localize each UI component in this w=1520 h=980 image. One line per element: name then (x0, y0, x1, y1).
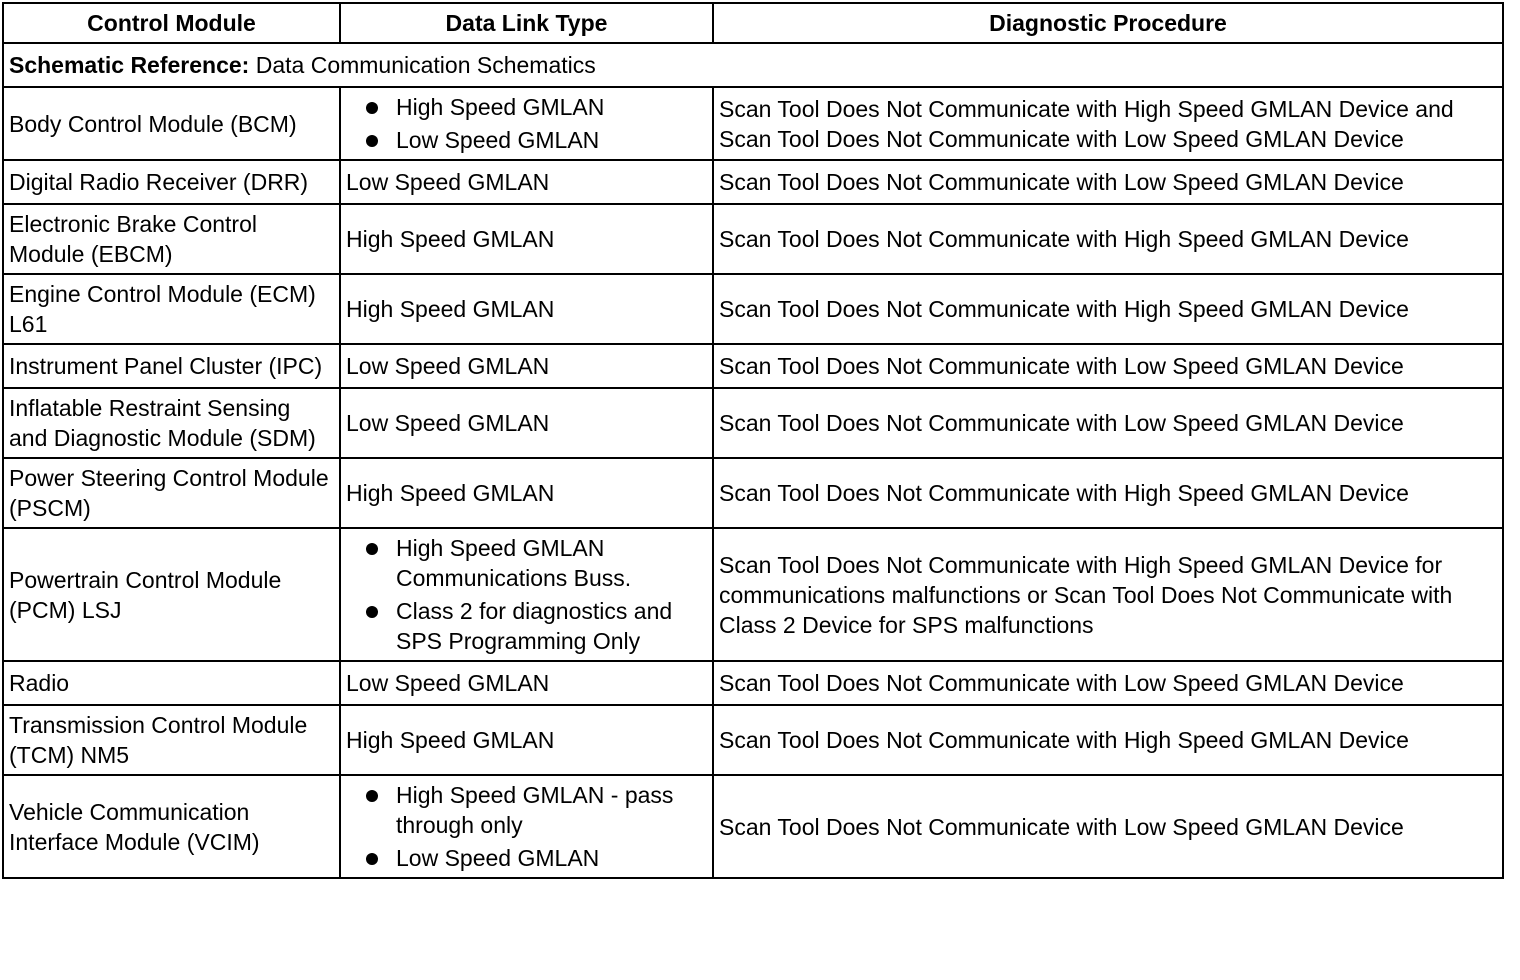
cell-data-link-type (340, 528, 713, 661)
data-link-item: Low Speed GMLAN (346, 843, 707, 873)
cell-diagnostic-procedure: Scan Tool Does Not Communicate with High Speed GMLAN Device and Scan Tool Does Not Communicate with Low Speed GMLAN Device (713, 87, 1503, 160)
cell-control-module: Transmission Control Module (TCM) NM5 (3, 705, 340, 775)
data-link-item: Class 2 for diagnostics and SPS Programming Only (346, 596, 707, 656)
cell-control-module: Electronic Brake Control Module (EBCM) (3, 204, 340, 274)
cell-data-link-type: Low Speed GMLAN (340, 388, 713, 458)
cell-data-link-type: High Speed GMLAN (340, 274, 713, 344)
cell-diagnostic-procedure: Scan Tool Does Not Communicate with Low Speed GMLAN Device (713, 661, 1503, 705)
table-row (3, 87, 1503, 160)
cell-data-link-type (340, 775, 713, 878)
cell-control-module: Vehicle Communication Interface Module (VCIM) (3, 775, 340, 878)
data-link-list (346, 533, 707, 656)
cell-diagnostic-procedure: Scan Tool Does Not Communicate with Low Speed GMLAN Device (713, 775, 1503, 878)
cell-control-module: Power Steering Control Module (PSCM) (3, 458, 340, 528)
table-row (3, 160, 1503, 204)
table-row (3, 705, 1503, 775)
cell-diagnostic-procedure: Scan Tool Does Not Communicate with Low Speed GMLAN Device (713, 388, 1503, 458)
cell-data-link-type: Low Speed GMLAN (340, 661, 713, 705)
data-link-item: Low Speed GMLAN (346, 125, 707, 155)
cell-diagnostic-procedure: Scan Tool Does Not Communicate with High Speed GMLAN Device (713, 204, 1503, 274)
data-link-item: High Speed GMLAN (346, 92, 707, 122)
cell-data-link-type (340, 87, 713, 160)
cell-diagnostic-procedure: Scan Tool Does Not Communicate with High Speed GMLAN Device (713, 705, 1503, 775)
header-control-module: Control Module (3, 3, 340, 43)
cell-control-module: Digital Radio Receiver (DRR) (3, 160, 340, 204)
schematic-reference (3, 43, 1503, 87)
cell-diagnostic-procedure: Scan Tool Does Not Communicate with Low Speed GMLAN Device (713, 160, 1503, 204)
cell-data-link-type: High Speed GMLAN (340, 204, 713, 274)
table-row (3, 204, 1503, 274)
cell-control-module: Inflatable Restraint Sensing and Diagnostic Module (SDM) (3, 388, 340, 458)
header-data-link-type: Data Link Type (340, 3, 713, 43)
cell-control-module: Instrument Panel Cluster (IPC) (3, 344, 340, 388)
data-link-item: High Speed GMLAN Communications Buss. (346, 533, 707, 593)
cell-data-link-type: High Speed GMLAN (340, 705, 713, 775)
cell-control-module: Body Control Module (BCM) (3, 87, 340, 160)
cell-control-module: Engine Control Module (ECM) L61 (3, 274, 340, 344)
schematic-reference-row (3, 43, 1503, 87)
cell-control-module: Radio (3, 661, 340, 705)
schematic-reference-label: Schematic Reference: (9, 52, 250, 78)
table-row (3, 458, 1503, 528)
header-diagnostic-procedure: Diagnostic Procedure (713, 3, 1503, 43)
cell-diagnostic-procedure: Scan Tool Does Not Communicate with High Speed GMLAN Device (713, 458, 1503, 528)
table-row (3, 388, 1503, 458)
cell-data-link-type: High Speed GMLAN (340, 458, 713, 528)
table-row (3, 661, 1503, 705)
header-row (3, 3, 1503, 43)
data-link-list (346, 92, 707, 155)
cell-diagnostic-procedure: Scan Tool Does Not Communicate with High Speed GMLAN Device for communications malfunctions or Scan Tool Does Not Communicate with Class 2 Device for SPS malfunctions (713, 528, 1503, 661)
cell-diagnostic-procedure: Scan Tool Does Not Communicate with High Speed GMLAN Device (713, 274, 1503, 344)
cell-control-module: Powertrain Control Module (PCM) LSJ (3, 528, 340, 661)
cell-diagnostic-procedure: Scan Tool Does Not Communicate with Low Speed GMLAN Device (713, 344, 1503, 388)
cell-data-link-type: Low Speed GMLAN (340, 160, 713, 204)
schematic-reference-value: Data Communication Schematics (249, 52, 596, 78)
table-row (3, 344, 1503, 388)
data-link-list (346, 780, 707, 873)
table-row (3, 528, 1503, 661)
cell-data-link-type: Low Speed GMLAN (340, 344, 713, 388)
table-row (3, 274, 1503, 344)
table-row (3, 775, 1503, 878)
data-link-item: High Speed GMLAN - pass through only (346, 780, 707, 840)
control-module-table (2, 2, 1504, 879)
